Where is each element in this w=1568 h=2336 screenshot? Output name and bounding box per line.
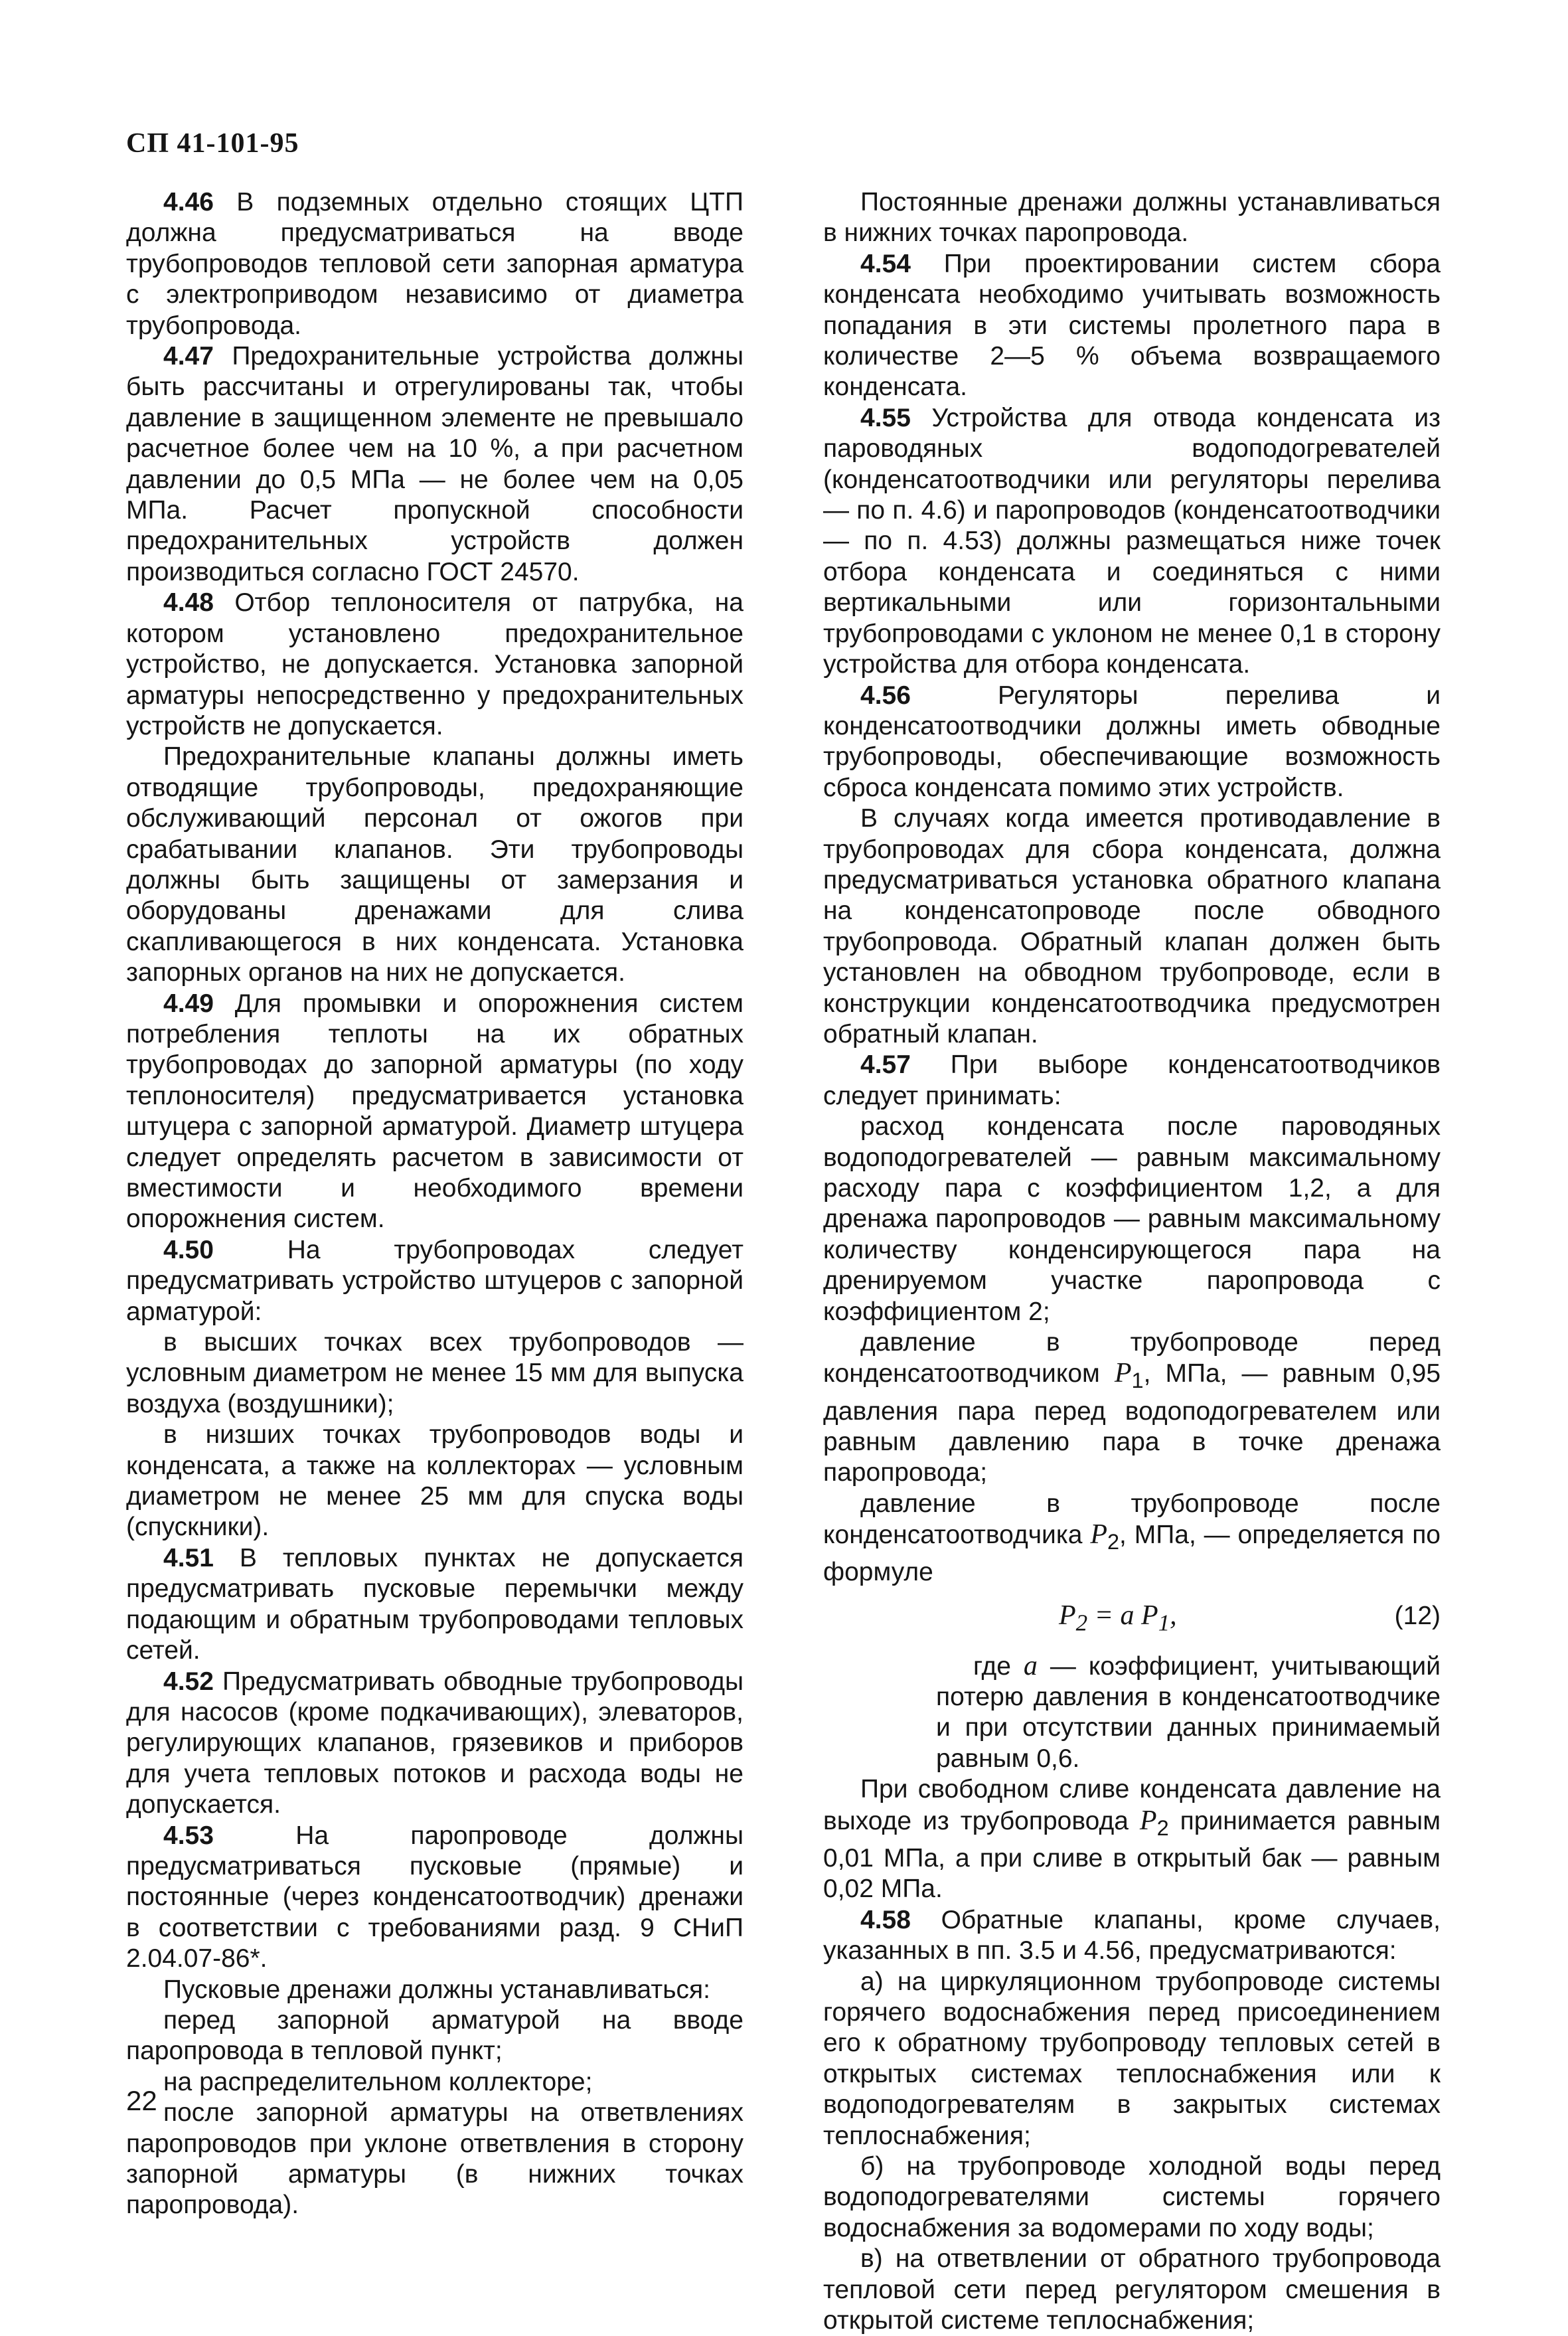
clause-4-57 xyxy=(823,1050,1441,1112)
paragraph-free-drain: При свободном сливе конденсата давление на выходе из трубопровода $P_2$ принимается равным 0,01 МПа, а при сливе в открытый бак — равным 0,02 МПа. xyxy=(823,1775,1441,1904)
clause-4-54 xyxy=(823,249,1441,403)
paragraph-text: Обратные клапаны, кроме случаев, указанных в пп. 3.5 и 4.56, предусматриваются: xyxy=(823,1905,1441,1965)
clause-number: 4.48 xyxy=(163,588,214,618)
paragraph-text: Постоянные дренажи должны устанавливаться в нижних точках паропровода. xyxy=(823,188,1441,248)
paragraph-text: При выборе конденсатоотводчиков следует принимать: xyxy=(823,1050,1441,1110)
paragraph-text: расход конденсата после пароводяных водоподогревателей — равным максимальному расходу пара с коэффициентом 1,2, а для дренажа паропроводов — равным максимальному количеству конденсирующегося пара на дренируемом участке паропровода с коэффициентом 2; xyxy=(823,1112,1441,1326)
paragraph xyxy=(823,2151,1441,2244)
clause-4-52 xyxy=(126,1667,744,1821)
paragraph-text: На паропроводе должны предусматриваться пусковые (прямые) и постоянные (через конденсатоотводчик) дренажи в соответствии с требованиями разд. 9 СНиП 2.04.07-86*. xyxy=(126,1821,744,1973)
paragraph-text: При проектировании систем сбора конденсата необходимо учитывать возможность попадания в эти системы пролетного пара в количестве 2—5 % объема возвращаемого конденсата. xyxy=(823,249,1441,402)
clause-number: 4.54 xyxy=(860,249,911,278)
formula-where-clause: где a — коэффициент, учитывающий потерю давления в конденсатоотводчике и при отсутствии данных принимаемый равным 0,6. xyxy=(936,1650,1441,1773)
clause-number: 4.52 xyxy=(163,1667,214,1696)
clause-4-53 xyxy=(126,1821,744,1975)
running-header: СП 41-101-95 xyxy=(126,128,299,159)
clause-4-55 xyxy=(823,403,1441,681)
paragraph-text: перед запорной арматурой на вводе паропровода в тепловой пункт; xyxy=(126,2005,744,2066)
clause-number: 4.55 xyxy=(860,403,911,432)
paragraph-text: а) на циркуляционном трубопроводе системы горячего водоснабжения перед присоединением его к обратному трубопроводу тепловых сетей в открытых системах теплоснабжения или к водоподогревателям в закрытых системах теплоснабжения; xyxy=(823,1967,1441,2150)
paragraph-text: В тепловых пунктах не допускается предусматривать пусковые перемычки между подающим и обратным трубопроводами тепловых сетей. xyxy=(126,1543,744,1665)
clause-number: 4.49 xyxy=(163,989,214,1018)
clause-4-56 xyxy=(823,681,1441,804)
clause-number: 4.50 xyxy=(163,1235,214,1264)
clause-4-47 xyxy=(126,341,744,588)
paragraph-text: на распределительном коллекторе; xyxy=(163,2067,593,2096)
clause-4-51 xyxy=(126,1543,744,1667)
paragraph-text: Отбор теплоносителя от патрубка, на котором установлено предохранительное устройство, не допускается. Установка запорной арматуры непосредственно у предохранительных устройств не допускается. xyxy=(126,588,744,740)
paragraph xyxy=(126,1327,744,1420)
paragraph xyxy=(126,2005,744,2067)
paragraph xyxy=(126,2067,744,2098)
clause-number: 4.46 xyxy=(163,188,214,216)
paragraph xyxy=(823,1967,1441,2151)
clause-number: 4.57 xyxy=(860,1050,911,1080)
page-number: 22 xyxy=(126,2085,157,2116)
paragraph xyxy=(823,803,1441,1050)
formula-expression: $P_2 = a$ $P_1$, xyxy=(1059,1600,1177,1636)
formula-number: (12) xyxy=(1394,1601,1441,1630)
paragraph xyxy=(126,2098,744,2221)
paragraph-p1-pressure: давление в трубопроводе перед конденсатоотводчиком $P_1$, МПа, — равным 0,95 давления пара перед водоподогревателем или равным давлению пара в точке дренажа паропровода; xyxy=(823,1328,1441,1487)
paragraph xyxy=(823,1112,1441,1327)
paragraph xyxy=(126,742,744,988)
paragraph-text: Для промывки и опорожнения систем потребления теплоты на их обратных трубопроводах до запорной арматуры (по ходу теплоносителя) предусматривается установка штуцера с запорной арматурой. Диаметр штуцера следует определять расчетом в зависимости от вместимости и необходимого времени опорожнения систем. xyxy=(126,989,744,1234)
clause-4-48 xyxy=(126,588,744,742)
paragraph-text: б) на трубопроводе холодной воды перед водоподогревателями системы горячего водоснабжения за водомерами по ходу воды; xyxy=(823,2151,1441,2242)
paragraph xyxy=(126,1420,744,1543)
clause-4-49 xyxy=(126,989,744,1235)
paragraph-p2-pressure: давление в трубопроводе после конденсатоотводчика $P_2$, МПа, — определяется по формуле xyxy=(823,1489,1441,1587)
paragraph xyxy=(823,2244,1441,2336)
clause-number: 4.58 xyxy=(860,1905,911,1934)
paragraph xyxy=(126,1975,744,2005)
paragraph-text: в высших точках всех трубопроводов — условным диаметром не менее 15 мм для выпуска воздуха (воздушники); xyxy=(126,1328,744,1418)
clause-number: 4.47 xyxy=(163,342,214,371)
clause-4-50 xyxy=(126,1235,744,1327)
paragraph-text: Устройства для отвода конденсата из пароводяных водоподогревателей (конденсатоотводчики или регуляторы перелива — по п. 4.6) и паропроводов (конденсатоотводчики — по п. 4.53) должны размещаться ниже точек отбора конденсата и соединяться с ними вертикальными или горизонтальными трубопроводами с уклоном не менее 0,1 в сторону устройства для отбора конденсата. xyxy=(823,403,1441,679)
paragraph-text: Предусматривать обводные трубопроводы для насосов (кроме подкачивающих), элеваторов, регулирующих клапанов, грязевиков и приборов для учета тепловых потоков и расхода воды не допускается. xyxy=(126,1667,744,1819)
paragraph-text: после запорной арматуры на ответвлениях паропроводов при уклоне ответвления в сторону запорной арматуры (в нижних точках паропровода). xyxy=(126,2098,744,2220)
paragraph xyxy=(823,187,1441,249)
right-column xyxy=(823,187,1441,2336)
clause-4-46 xyxy=(126,187,744,341)
paragraph-text: На трубопроводах следует предусматривать устройство штуцеров с запорной арматурой: xyxy=(126,1235,744,1326)
paragraph-text: В случаях когда имеется противодавление в трубопроводах для сбора конденсата, должна предусматриваться установка обратного клапана на конденсатопроводе после обводного трубопровода. Обратный клапан должен быть установлен на обводном трубопроводе, если в конструкции конденсатоотводчика предусмотрен обратный клапан. xyxy=(823,804,1441,1048)
paragraph-text: Регуляторы перелива и конденсатоотводчики должны иметь обводные трубопроводы, обеспечивающие возможность сброса конденсата помимо этих устройств. xyxy=(823,681,1441,802)
clause-number: 4.51 xyxy=(163,1543,214,1572)
paragraph-text: В подземных отдельно стоящих ЦТП должна предусматриваться на вводе трубопроводов тепловой сети запорная арматура с электроприводом независимо от диаметра трубопровода. xyxy=(126,188,744,340)
paragraph-text: в) на ответвлении от обратного трубопровода тепловой сети перед регулятором смешения в открытой системе теплоснабжения; xyxy=(823,2244,1441,2335)
clause-number: 4.53 xyxy=(163,1821,214,1850)
clause-number: 4.56 xyxy=(860,681,911,710)
formula-12 xyxy=(823,1600,1441,1639)
paragraph-text: Пусковые дренажи должны устанавливаться: xyxy=(163,1975,710,2004)
paragraph-text: Предохранительные клапаны должны иметь отводящие трубопроводы, предохраняющие обслуживающий персонал от ожогов при срабатывании клапанов. Эти трубопроводы должны быть защищены от замерзания и оборудованы дренажами для слива скапливающегося в них конденсата. Установка запорных органов на них не допускается. xyxy=(126,742,744,987)
paragraph-text: Предохранительные устройства должны быть рассчитаны и отрегулированы так, чтобы давление в защищенном элементе не превышало расчетное более чем на 10 %, а при расчетном давлении до 0,5 МПа — не более чем на 0,05 МПа. Расчет пропускной способности предохранительных устройств должен производиться согласно ГОСТ 24570. xyxy=(126,342,744,586)
clause-4-58 xyxy=(823,1905,1441,1967)
left-column xyxy=(126,187,744,2221)
paragraph-text: в низших точках трубопроводов воды и конденсата, а также на коллекторах — условным диаметром не менее 25 мм для спуска воды (спускники). xyxy=(126,1420,744,1542)
